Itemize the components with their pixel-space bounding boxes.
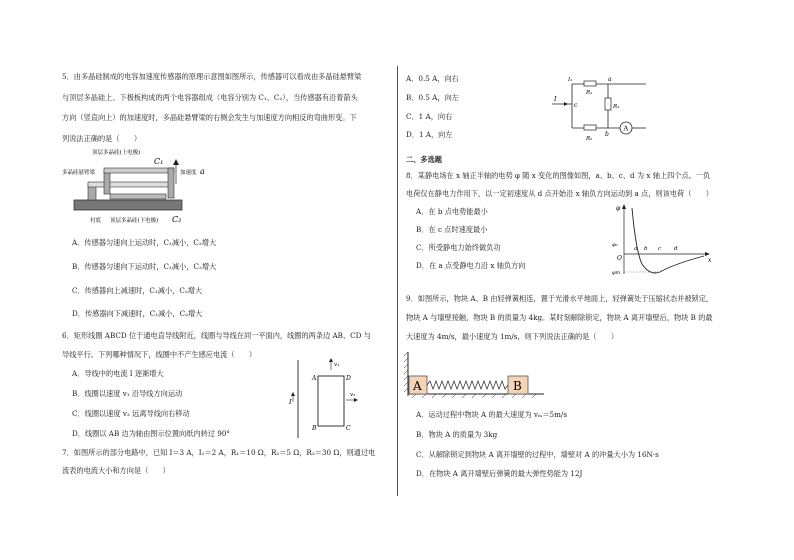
block-a-label: A [413, 379, 422, 393]
circuit-node-c: c [574, 102, 578, 109]
q9-line-3: 大速度为 4m/s，最小速度为 1m/s，则下列说法正确的是（ ） [406, 332, 619, 341]
q8-option-a[interactable]: A．在 b 点电势能最小 [416, 207, 488, 216]
q8-option-b[interactable]: B．在 c 点时速度最小 [416, 225, 488, 234]
q6-option-c[interactable]: C．线圈以速度 v₂ 远离导线向右移动 [72, 409, 190, 418]
q6-option-a[interactable]: A．导线中的电流 I 逐渐增大 [72, 369, 164, 378]
label-vertex-d: D [346, 375, 351, 382]
column-divider [397, 66, 398, 496]
q6-coil-figure [288, 358, 358, 440]
graph-point-b: b [644, 246, 648, 252]
graph-axis-phi: φ [616, 205, 621, 212]
q7-line-2: 流表的电流大小和方向是（ ） [62, 466, 170, 475]
label-top-electrode: 顶层多晶硅(上电极) [92, 150, 141, 156]
q6-line-2: 导线平行。下列哪种情况下，线圈中不产生感应电流（ ） [62, 350, 257, 359]
label-current-i: I [289, 398, 292, 406]
label-c2: C₂ [172, 215, 182, 224]
graph-point-a: a [634, 246, 638, 252]
q7-line-1: 7．如图所示的部分电路中，已知 I＝3 A，I₁＝2 A，R₁＝10 Ω，R₂＝5 Ω，R₃＝30 Ω，则通过电 [62, 448, 376, 457]
block-b-label: B [513, 379, 522, 393]
circuit-label-r2: R₂ [586, 136, 593, 142]
q5-sensor-figure [60, 148, 210, 228]
graph-label-phim: φm [612, 270, 621, 276]
q8-potential-graph [612, 202, 712, 278]
circuit-label-r3: R₃ [613, 104, 620, 110]
q9-spring-figure [404, 350, 554, 400]
q5-option-d[interactable]: D．传感器向下减速时，C₁减小，C₂增大 [72, 309, 203, 318]
q6-option-d[interactable]: D．线圈以 AB 边为轴由图示位置向纸内转过 90° [72, 429, 231, 438]
q6-line-1: 6．矩形线圈 ABCD 位于通电直导线附近，线圈与导线在同一平面内，线圈的两条边 AB、CD 与 [62, 331, 371, 340]
q5-line-1: 5．由多晶硅制成的电容加速度传感器的原理示意图如图所示，传感器可以看成由多晶硅悬臂梁 [62, 72, 362, 81]
q6-option-b[interactable]: B．线圈以速度 v₁ 沿导线方向运动 [72, 389, 183, 398]
q8-line-1: 8．某静电场在 x 轴正半轴的电势 φ 随 x 变化的图像如图，a、b、c、d 为 x 轴上四个点。一负 [406, 171, 711, 180]
graph-origin: O [617, 255, 622, 262]
label-cantilever: 多晶硅悬臂梁 [62, 170, 96, 176]
q5-line-2: 与顶层多晶硅上、下极板构成的两个电容器组成（电容分别为 C₁、C₂），当传感器有沿着箭头 [62, 93, 358, 102]
q8-option-d[interactable]: D．在 a 点受静电力沿 x 轴负方向 [416, 261, 526, 270]
q7-option-d[interactable]: D．1 A，向左 [406, 130, 453, 139]
q8-line-2: 电荷仅在静电力作用下，以一定初速度从 d 点开始沿 x 轴负方向运动到 a 点，则该电荷（ ） [406, 189, 713, 198]
graph-point-c: c [658, 246, 662, 252]
q9-line-2: 物块 A 与墙壁接触，物块 B 的质量为 4kg。某时刻解除锁定，物块 A 离开墙壁后，物块 B 的最 [406, 313, 713, 322]
label-acceleration: 加速度 [180, 170, 197, 176]
q7-option-a[interactable]: A．0.5 A，向右 [406, 74, 459, 83]
q5-option-c[interactable]: C．传感器向上减速时，C₁减小，C₂增大 [72, 286, 203, 295]
section-heading-multi: 二、多选题 [406, 155, 442, 164]
circuit-label-i1: I₁ [568, 77, 573, 83]
graph-label-phi0: φ₀ [612, 242, 618, 248]
circuit-label-i: I [554, 95, 557, 103]
q7-option-b[interactable]: B．0.5 A，向左 [406, 93, 459, 102]
label-substrate: 衬底 [90, 218, 102, 224]
q9-option-d[interactable]: D．在物块 A 离开墙壁后弹簧的最大弹性势能为 12J [416, 469, 583, 478]
q5-option-b[interactable]: B．传感器匀速向下运动时，C₁减小，C₂增大 [72, 262, 217, 271]
graph-point-d: d [674, 246, 678, 252]
q5-line-4: 列说法正确的是（ ） [62, 134, 142, 143]
circuit-node-b: b [605, 131, 609, 138]
label-c1: C₁ [154, 157, 164, 166]
q7-option-c[interactable]: C．1 A，向右 [406, 112, 453, 121]
graph-axis-x: x [708, 257, 712, 264]
label-v1: v₁ [334, 362, 340, 368]
label-vertex-b: B [312, 425, 317, 432]
label-v2: v₂ [350, 392, 356, 398]
label-vertex-c: C [346, 425, 351, 432]
label-bottom-electrode: 顶层多晶硅(下电极) [110, 218, 159, 224]
q8-option-c[interactable]: C．所受静电力始终做负功 [416, 243, 501, 252]
q9-line-1: 9．如图所示，物块 A、B 由轻弹簧相连，置于光滑水平地面上，轻弹簧处于压缩状态并被锁定， [406, 294, 714, 303]
ammeter-icon: A [623, 124, 629, 133]
q9-option-a[interactable]: A．运动过程中物块 A 的最大速度为 vₘ＝5m/s [416, 410, 568, 419]
circuit-label-r1: R₁ [586, 90, 593, 96]
q9-option-c[interactable]: C．从解除锁定到物块 A 离开墙壁的过程中，墙壁对 A 的冲量大小为 16N·s [416, 450, 659, 459]
label-a: a [200, 167, 205, 176]
q7-circuit-figure [550, 72, 650, 148]
q9-option-b[interactable]: B．物块 A 的质量为 3kg [416, 430, 498, 439]
circuit-node-a: a [608, 76, 612, 83]
label-vertex-a: A [312, 375, 317, 382]
q5-line-3: 方向（竖直向上）的加速度时，多晶硅悬臂梁的右侧会发生与加速度方向相反的弯曲形变。下 [62, 113, 357, 122]
q5-option-a[interactable]: A．传感器匀速向上运动时，C₁减小，C₂增大 [72, 238, 217, 247]
